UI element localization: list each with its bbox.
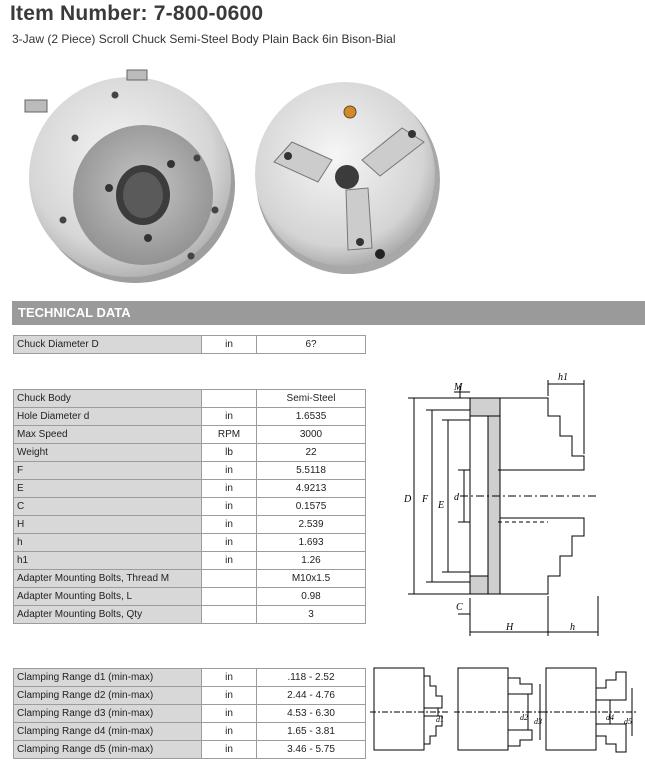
chuck-section-drawing	[398, 370, 610, 642]
spec-value: 1.65 - 3.81	[257, 723, 366, 741]
spec-label: h1	[14, 552, 202, 570]
spec-unit: in	[202, 336, 257, 354]
table-row	[14, 390, 366, 408]
table-row	[14, 408, 366, 426]
dim-label-d5: d5	[624, 717, 632, 726]
spec-value: 1.6535	[257, 408, 366, 426]
dim-label-F: F	[422, 494, 429, 505]
spec-label: Clamping Range d2 (min-max)	[14, 687, 202, 705]
spec-label: Adapter Mounting Bolts, Qty	[14, 606, 202, 624]
spec-value: Semi-Steel	[257, 390, 366, 408]
spec-label: F	[14, 462, 202, 480]
spec-value: 3.46 - 5.75	[257, 741, 366, 759]
spec-value: 1.693	[257, 534, 366, 552]
spec-unit: in	[202, 480, 257, 498]
dim-label-d4: d4	[606, 713, 614, 722]
table-row	[14, 741, 366, 759]
spec-value: 2.44 - 4.76	[257, 687, 366, 705]
spec-unit: in	[202, 723, 257, 741]
dim-label-d3: d3	[534, 717, 542, 726]
spec-value: 6?	[257, 336, 366, 354]
table-row	[14, 687, 366, 705]
dim-label-d1: d1	[436, 715, 444, 724]
spec-value: 0.98	[257, 588, 366, 606]
spec-label: Max Speed	[14, 426, 202, 444]
spec-value: M10x1.5	[257, 570, 366, 588]
spec-unit: in	[202, 552, 257, 570]
spec-unit	[202, 588, 257, 606]
table-row	[14, 444, 366, 462]
spec-unit: in	[202, 705, 257, 723]
spec-unit	[202, 570, 257, 588]
spec-label: Chuck Body	[14, 390, 202, 408]
spec-value: 4.9213	[257, 480, 366, 498]
spec-value: 3	[257, 606, 366, 624]
spec-label: H	[14, 516, 202, 534]
spec-unit: in	[202, 687, 257, 705]
spec-label: Hole Diameter d	[14, 408, 202, 426]
table-row	[14, 480, 366, 498]
spec-unit: RPM	[202, 426, 257, 444]
table-row	[14, 498, 366, 516]
spec-label: Weight	[14, 444, 202, 462]
table-row	[14, 723, 366, 741]
spec-label: Clamping Range d5 (min-max)	[14, 741, 202, 759]
dim-label-H: H	[506, 622, 514, 633]
chuck-back-photo	[15, 60, 240, 285]
dim-label-C: C	[456, 602, 463, 613]
spec-unit	[202, 606, 257, 624]
spec-value: 5.5118	[257, 462, 366, 480]
spec-unit: lb	[202, 444, 257, 462]
spec-value: 3000	[257, 426, 366, 444]
dim-label-d: d	[454, 492, 459, 503]
item-title: Item Number: 7-800-0600	[10, 2, 264, 25]
spec-label: h	[14, 534, 202, 552]
dim-label-h: h	[570, 622, 575, 633]
spec-label: Adapter Mounting Bolts, L	[14, 588, 202, 606]
clamping-table	[13, 668, 366, 759]
spec-unit: in	[202, 498, 257, 516]
dim-label-E: E	[438, 500, 445, 511]
spec-unit: in	[202, 516, 257, 534]
dim-label-M: M	[454, 382, 463, 393]
chuck-front-photo	[252, 72, 447, 277]
spec-unit: in	[202, 462, 257, 480]
spec-value: 22	[257, 444, 366, 462]
spec-label: E	[14, 480, 202, 498]
spec-value: 2.539	[257, 516, 366, 534]
table-row	[14, 588, 366, 606]
table-row	[14, 669, 366, 687]
table-row	[14, 534, 366, 552]
spec-value: 4.53 - 6.30	[257, 705, 366, 723]
spec-label: Clamping Range d4 (min-max)	[14, 723, 202, 741]
spec-unit: in	[202, 534, 257, 552]
spec-value: 1.26	[257, 552, 366, 570]
spec-label: Clamping Range d1 (min-max)	[14, 669, 202, 687]
table-row	[14, 462, 366, 480]
spec-unit	[202, 390, 257, 408]
spec-label: Clamping Range d3 (min-max)	[14, 705, 202, 723]
spec-unit: in	[202, 669, 257, 687]
table-row	[14, 426, 366, 444]
table-row	[14, 570, 366, 588]
spec-table	[13, 389, 366, 624]
spec-label: C	[14, 498, 202, 516]
product-subtitle: 3-Jaw (2 Piece) Scroll Chuck Semi-Steel Body Plain Back 6in Bison-Bial	[12, 32, 396, 46]
spec-unit: in	[202, 408, 257, 426]
spec-label: Chuck Diameter D	[14, 336, 202, 354]
dim-label-h1: h1	[558, 372, 568, 383]
dim-label-d2: d2	[520, 713, 528, 722]
dim-label-D: D	[404, 494, 412, 505]
technical-data-heading: TECHNICAL DATA	[12, 301, 645, 325]
diameter-table	[13, 335, 366, 354]
spec-unit: in	[202, 741, 257, 759]
spec-value: 0.1575	[257, 498, 366, 516]
spec-label: Adapter Mounting Bolts, Thread M	[14, 570, 202, 588]
table-row	[14, 606, 366, 624]
table-row	[14, 552, 366, 570]
clamping-range-drawings	[370, 660, 640, 758]
spec-value: .118 - 2.52	[257, 669, 366, 687]
table-row	[14, 336, 366, 354]
table-row	[14, 516, 366, 534]
table-row	[14, 705, 366, 723]
